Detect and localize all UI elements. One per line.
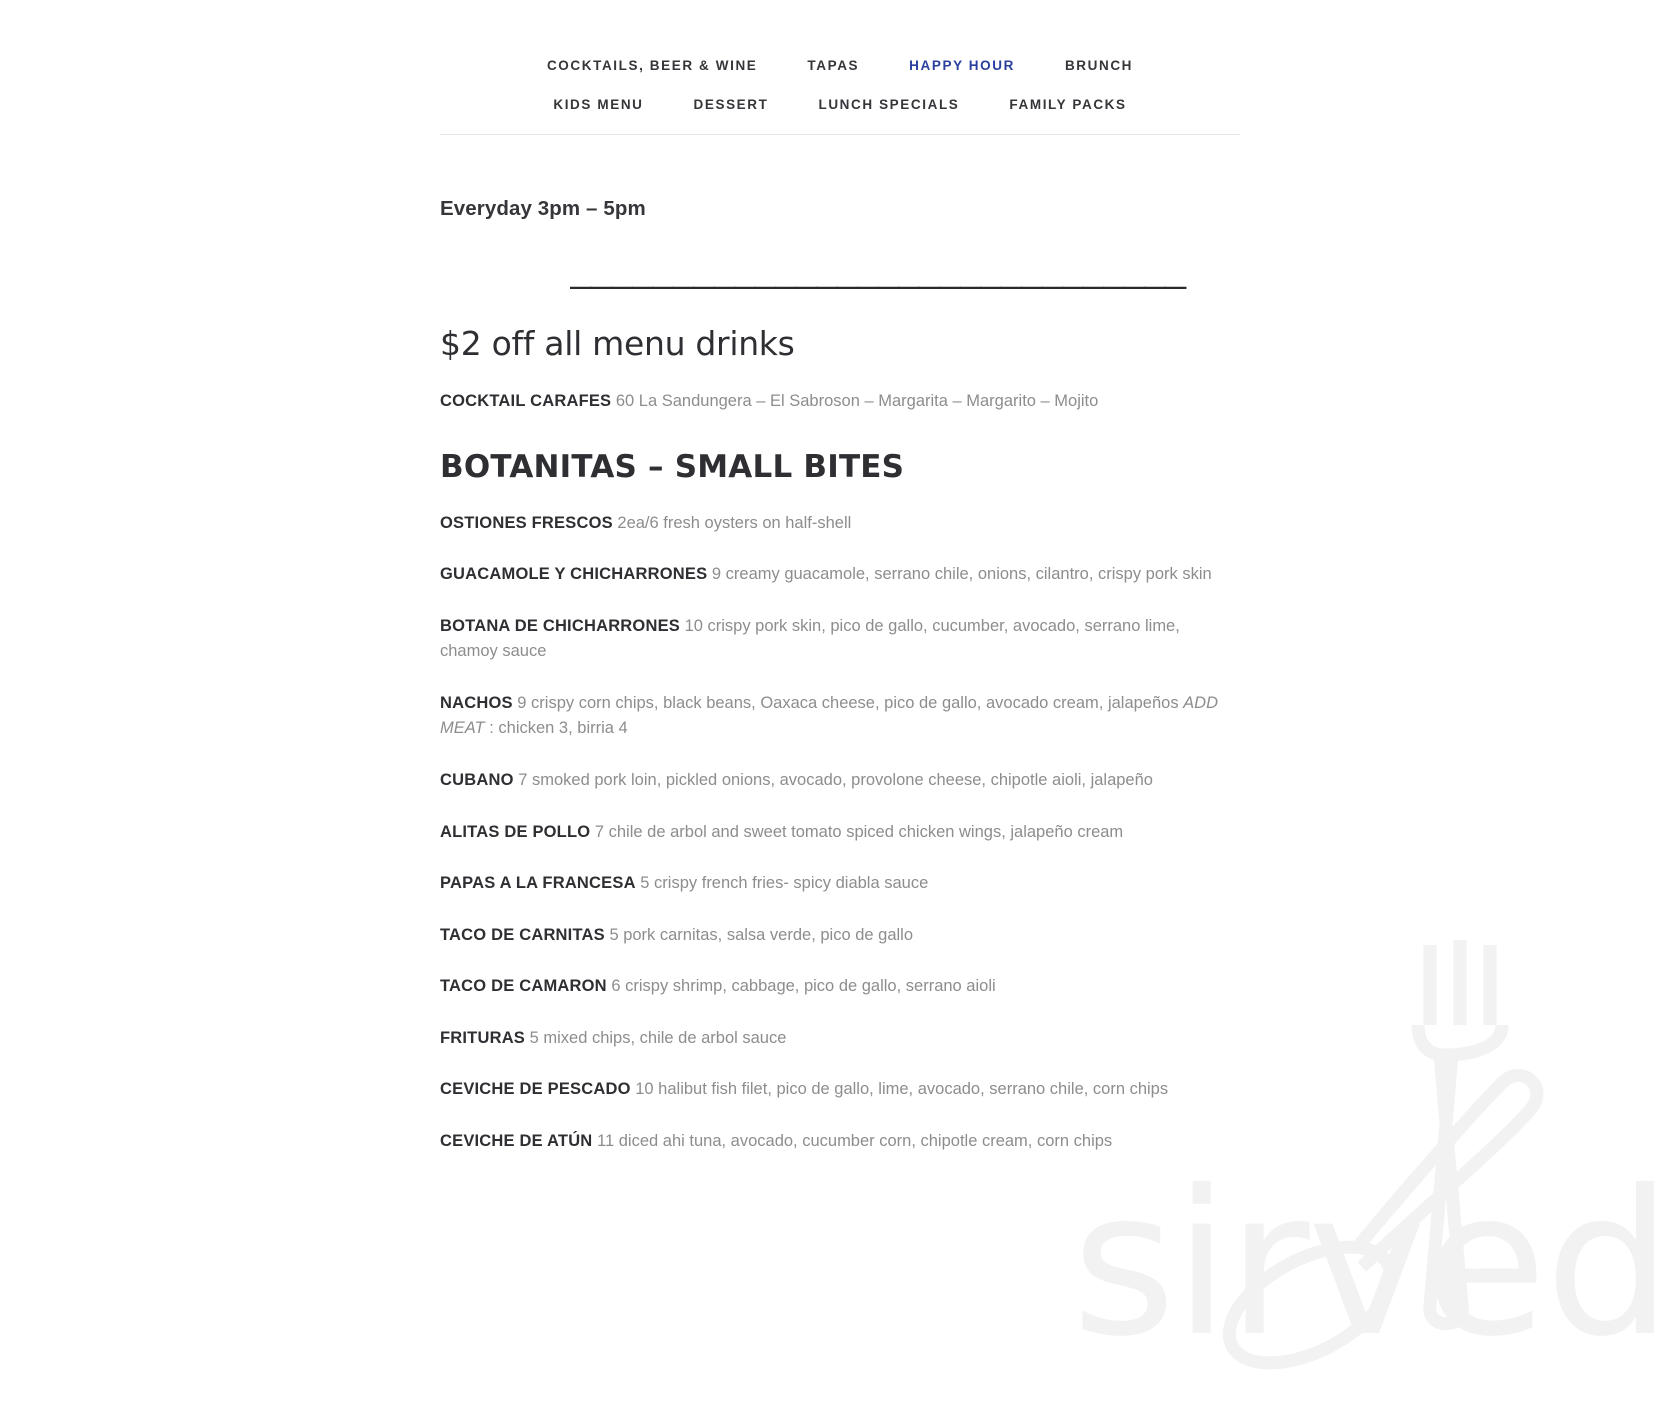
menu-item-addon-label: ADD MEAT bbox=[440, 693, 1219, 738]
menu-item-desc: 2ea/6 fresh oysters on half-shell bbox=[617, 513, 852, 532]
menu-item-desc: 9 crispy corn chips, black beans, Oaxaca cheese, pico de gallo, avocado cream, jalapeños bbox=[517, 693, 1184, 712]
menu-item-desc: 5 mixed chips, chile de arbol sauce bbox=[529, 1028, 787, 1047]
menu-item-desc: 6 crispy shrimp, cabbage, pico de gallo, serrano aioli bbox=[611, 977, 996, 996]
menu-item-name: FRITURAS bbox=[440, 1028, 526, 1047]
menu-item-desc: 9 creamy guacamole, serrano chile, onions, cilantro, crispy pork skin bbox=[711, 565, 1212, 584]
happy-hour-time: Everyday 3pm – 5pm bbox=[440, 197, 646, 220]
menu-item bbox=[440, 389, 1240, 415]
menu-item-desc: 11 diced ahi tuna, avocado, cucumber corn, chipotle cream, corn chips bbox=[597, 1131, 1113, 1150]
menu-item-name: TACO DE CAMARON bbox=[440, 977, 607, 996]
menu-item-name: CEVICHE DE PESCADO bbox=[440, 1080, 631, 1099]
watermark-text: sirved bbox=[1071, 1148, 1670, 1381]
nav-item-kids-menu[interactable]: KIDS MENU bbox=[553, 97, 644, 112]
menu-item-name: CUBANO bbox=[440, 770, 514, 789]
menu-item-name: ALITAS DE POLLO bbox=[440, 822, 591, 841]
drinks-section-title: $2 off all menu drinks bbox=[440, 324, 795, 363]
nav-item-dessert[interactable]: DESSERT bbox=[693, 97, 769, 112]
menu-category-nav bbox=[440, 0, 1240, 135]
menu-item bbox=[440, 691, 1240, 742]
menu-item bbox=[440, 562, 1240, 588]
menu-item-addon-desc: : chicken 3, birria 4 bbox=[489, 719, 628, 738]
nav-item-family-packs[interactable]: FAMILY PACKS bbox=[1009, 97, 1127, 112]
menu-item bbox=[440, 1129, 1240, 1155]
menu-item bbox=[440, 1077, 1240, 1103]
menu-item-name: NACHOS bbox=[440, 693, 513, 712]
menu-item bbox=[440, 871, 1240, 897]
menu-item-name: GUACAMOLE Y CHICHARRONES bbox=[440, 565, 708, 584]
menu-item-desc: 10 halibut fish filet, pico de gallo, lime, avocado, serrano chile, corn chips bbox=[635, 1080, 1169, 1099]
nav-item-lunch-specials[interactable]: LUNCH SPECIALS bbox=[818, 97, 960, 112]
nav-row-2 bbox=[440, 97, 1240, 112]
menu-item-desc: 5 crispy french fries- spicy diabla sauce bbox=[640, 874, 929, 893]
nav-item-cocktails-beer-wine[interactable]: COCKTAILS, BEER & WINE bbox=[546, 58, 758, 73]
nav-item-happy-hour[interactable]: HAPPY HOUR bbox=[909, 58, 1015, 73]
menu-item-desc: 10 crispy pork skin, pico de gallo, cucumber, avocado, serrano lime, chamoy sauce bbox=[440, 616, 1180, 661]
menu-page bbox=[440, 0, 1240, 1154]
menu-item bbox=[440, 1026, 1240, 1052]
nav-item-tapas[interactable]: TAPAS bbox=[807, 58, 860, 73]
menu-item-name: BOTANA DE CHICHARRONES bbox=[440, 616, 680, 635]
menu-item-name: CEVICHE DE ATÚN bbox=[440, 1131, 593, 1150]
menu-item bbox=[440, 820, 1240, 846]
menu-item-name: TACO DE CARNITAS bbox=[440, 925, 605, 944]
menu-item-name: COCKTAIL CARAFES bbox=[440, 392, 612, 410]
menu-item bbox=[440, 923, 1240, 949]
nav-item-brunch[interactable]: BRUNCH bbox=[1064, 58, 1134, 73]
menu-item-desc: 5 pork carnitas, salsa verde, pico de gallo bbox=[609, 925, 914, 944]
menu-content bbox=[440, 135, 1240, 1154]
menu-item-desc: 7 chile de arbol and sweet tomato spiced chicken wings, jalapeño cream bbox=[594, 822, 1124, 841]
menu-item bbox=[440, 511, 1240, 537]
nav-row-1 bbox=[440, 58, 1240, 73]
section-divider: —————————————————————————————— bbox=[570, 274, 1185, 299]
menu-item-name: OSTIONES FRESCOS bbox=[440, 513, 613, 532]
menu-item bbox=[440, 768, 1240, 794]
menu-item-name: PAPAS A LA FRANCESA bbox=[440, 874, 636, 893]
menu-item-desc: 60 La Sandungera – El Sabroson – Margarita – Margarito – Mojito bbox=[615, 392, 1099, 410]
menu-item bbox=[440, 614, 1240, 665]
menu-item-desc: 7 smoked pork loin, pickled onions, avocado, provolone cheese, chipotle aioli, jalapeño bbox=[518, 770, 1153, 789]
menu-item bbox=[440, 974, 1240, 1000]
botanitas-section-title: BOTANITAS – SMALL BITES bbox=[440, 448, 905, 485]
